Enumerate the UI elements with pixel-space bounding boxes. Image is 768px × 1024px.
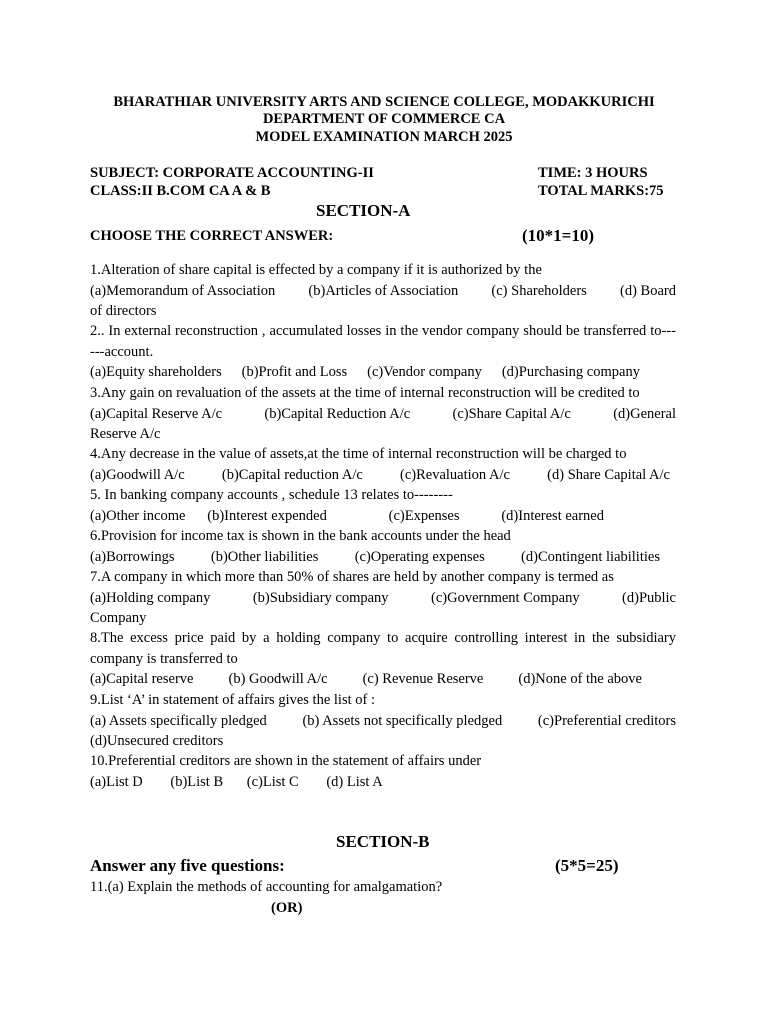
option-b: (b)Capital reduction A/c bbox=[221, 466, 363, 483]
question-options bbox=[90, 547, 676, 568]
option-b: (b)Profit and Loss bbox=[241, 364, 348, 380]
question-options bbox=[90, 506, 676, 527]
option-d: (d)Purchasing company bbox=[501, 364, 640, 380]
option-a: (a)Capital Reserve A/c bbox=[90, 405, 223, 422]
question-text: 9.List ‘A’ in statement of affairs gives the list of : bbox=[90, 692, 375, 708]
question-text: 4.Any decrease in the value of assets,at the time of internal reconstruction will be charged to bbox=[90, 446, 627, 462]
option-d: (d)Contingent liabilities bbox=[521, 548, 660, 565]
option-a: (a)Equity shareholders bbox=[90, 364, 222, 380]
option-b: (b) Assets not specifically pledged bbox=[302, 712, 503, 729]
question-options bbox=[90, 588, 676, 609]
option-a: (a)Holding company bbox=[90, 589, 211, 606]
option-b: (b)Capital Reduction A/c bbox=[264, 405, 411, 422]
question-continuation: (d)Unsecured creditors bbox=[90, 733, 224, 749]
option-c: (c)Share Capital A/c bbox=[452, 405, 571, 422]
option-c: (c)Government Company bbox=[431, 589, 580, 606]
option-a: (a) Assets specifically pledged bbox=[90, 712, 267, 729]
option-b: (b)Subsidiary company bbox=[252, 589, 389, 606]
question-text: 5. In banking company accounts , schedule 13 relates to-------- bbox=[90, 487, 453, 503]
or-label: (OR) bbox=[271, 900, 303, 916]
question-text: 7.A company in which more than 50% of shares are held by another company is termed as bbox=[90, 569, 614, 585]
option-d: (d) List A bbox=[326, 773, 383, 790]
option-a: (a)Memorandum of Association bbox=[90, 282, 276, 299]
subject-label: SUBJECT: CORPORATE ACCOUNTING-II bbox=[90, 165, 374, 181]
section-a-marks: (10*1=10) bbox=[522, 226, 595, 245]
question-options bbox=[90, 711, 676, 732]
department-name: DEPARTMENT OF COMMERCE CA bbox=[262, 111, 506, 127]
option-d: (d)Interest earned bbox=[501, 507, 604, 524]
option-d: (d)None of the above bbox=[518, 671, 642, 687]
question-options bbox=[90, 669, 676, 690]
option-d: (d) Share Capital A/c bbox=[547, 466, 670, 483]
question-text: 8.The excess price paid by a holding company to acquire controlling interest in the subsidiary company is transferred to bbox=[90, 630, 676, 667]
option-a: (a)Goodwill A/c bbox=[90, 466, 185, 483]
exam-title: MODEL EXAMINATION MARCH 2025 bbox=[255, 129, 513, 145]
option-c: (c)List C bbox=[246, 773, 299, 790]
total-marks-label: TOTAL MARKS:75 bbox=[538, 183, 664, 199]
option-c: (c) Revenue Reserve bbox=[362, 671, 484, 687]
section-b-title: SECTION-B bbox=[336, 832, 430, 851]
question-3 bbox=[90, 383, 676, 445]
question-7 bbox=[90, 567, 676, 629]
option-b: (b)Interest expended bbox=[207, 507, 327, 524]
question-text: 1.Alteration of share capital is effected by a company if it is authorized by the bbox=[90, 262, 542, 278]
class-label: CLASS:II B.COM CA A & B bbox=[90, 183, 271, 199]
question-continuation: of directors bbox=[90, 303, 157, 319]
question-text: 10.Preferential creditors are shown in the statement of affairs under bbox=[90, 753, 482, 769]
option-c: (c) Shareholders bbox=[491, 282, 587, 299]
question-text: 3.Any gain on revaluation of the assets at the time of internal reconstruction will be credited to bbox=[90, 385, 640, 401]
option-d: (d)Public bbox=[622, 589, 676, 606]
option-a: (a)Borrowings bbox=[90, 548, 175, 565]
question-2 bbox=[90, 321, 676, 383]
option-d: (d)General bbox=[613, 405, 676, 422]
question-options bbox=[90, 465, 676, 486]
section-a-instruction: CHOOSE THE CORRECT ANSWER: bbox=[90, 228, 334, 244]
question-9 bbox=[90, 690, 676, 752]
section-a-title: SECTION-A bbox=[316, 201, 411, 220]
option-a: (a)Other income bbox=[90, 507, 186, 524]
option-a: (a)List D bbox=[90, 773, 143, 790]
question-5 bbox=[90, 485, 676, 526]
option-b: (b)Other liabilities bbox=[210, 548, 319, 565]
option-a: (a)Capital reserve bbox=[90, 671, 194, 687]
question-6 bbox=[90, 526, 676, 567]
college-name: BHARATHIAR UNIVERSITY ARTS AND SCIENCE COLLEGE, MODAKKURICHI bbox=[113, 94, 655, 110]
section-b-marks: (5*5=25) bbox=[555, 856, 619, 875]
question-4 bbox=[90, 444, 676, 485]
section-b-instruction: Answer any five questions: bbox=[90, 856, 285, 875]
question-continuation: Company bbox=[90, 610, 147, 626]
question-10 bbox=[90, 751, 676, 792]
option-b: (b) Goodwill A/c bbox=[228, 671, 328, 687]
question-text: 6.Provision for income tax is shown in the bank accounts under the head bbox=[90, 528, 511, 544]
question-text: 2.. In external reconstruction , accumulated losses in the vendor company should be transferred to------account. bbox=[90, 323, 676, 360]
question-options bbox=[90, 281, 676, 302]
option-c: (c)Preferential creditors bbox=[537, 712, 676, 729]
option-b: (b)Articles of Association bbox=[308, 282, 459, 299]
option-b: (b)List B bbox=[170, 773, 224, 790]
option-c: (c)Vendor company bbox=[367, 364, 482, 380]
option-c: (c)Expenses bbox=[388, 507, 460, 524]
question-options bbox=[90, 404, 676, 425]
option-c: (c)Operating expenses bbox=[354, 548, 485, 565]
question-continuation: Reserve A/c bbox=[90, 426, 161, 442]
question-options bbox=[90, 772, 676, 793]
question-options bbox=[90, 362, 676, 383]
question-8 bbox=[90, 628, 676, 690]
question-11: 11.(a) Explain the methods of accounting for amalgamation? bbox=[90, 879, 443, 895]
option-d: (d) Board bbox=[620, 282, 676, 299]
option-c: (c)Revaluation A/c bbox=[400, 466, 510, 483]
question-1 bbox=[90, 260, 676, 322]
time-label: TIME: 3 HOURS bbox=[538, 165, 648, 181]
